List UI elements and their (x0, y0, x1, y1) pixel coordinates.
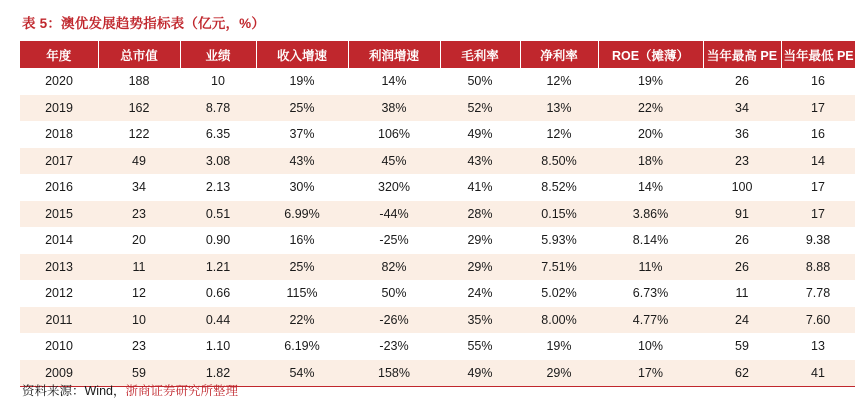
cell-max-pe: 34 (703, 95, 781, 122)
cell-year: 2010 (20, 333, 98, 360)
cell-min-pe: 16 (781, 68, 855, 95)
cell-net-margin: 12% (520, 68, 598, 95)
cell-profit-growth: 158% (348, 360, 440, 387)
cell-min-pe: 17 (781, 174, 855, 201)
cell-max-pe: 100 (703, 174, 781, 201)
cell-max-pe: 24 (703, 307, 781, 334)
cell-market-cap: 162 (98, 95, 180, 122)
source-organization: 浙商证券研究所整理 (125, 384, 238, 398)
trend-indicator-table (20, 41, 855, 387)
cell-net-margin: 8.52% (520, 174, 598, 201)
cell-net-margin: 29% (520, 360, 598, 387)
column-header-profit-growth: 利润增速 (348, 41, 440, 68)
cell-net-margin: 19% (520, 333, 598, 360)
cell-min-pe: 13 (781, 333, 855, 360)
cell-performance: 0.90 (180, 227, 256, 254)
table-row (20, 95, 855, 122)
cell-max-pe: 91 (703, 201, 781, 228)
cell-max-pe: 36 (703, 121, 781, 148)
cell-year: 2012 (20, 280, 98, 307)
cell-performance: 10 (180, 68, 256, 95)
cell-max-pe: 26 (703, 254, 781, 281)
cell-min-pe: 16 (781, 121, 855, 148)
cell-performance: 0.51 (180, 201, 256, 228)
cell-gross-margin: 35% (440, 307, 520, 334)
cell-profit-growth: 45% (348, 148, 440, 175)
cell-gross-margin: 24% (440, 280, 520, 307)
cell-roe: 14% (598, 174, 703, 201)
table-row (20, 333, 855, 360)
cell-revenue-growth: 115% (256, 280, 348, 307)
cell-net-margin: 8.50% (520, 148, 598, 175)
column-header-performance: 业绩 (180, 41, 256, 68)
cell-revenue-growth: 16% (256, 227, 348, 254)
cell-max-pe: 59 (703, 333, 781, 360)
cell-performance: 8.78 (180, 95, 256, 122)
table-row (20, 227, 855, 254)
cell-revenue-growth: 6.99% (256, 201, 348, 228)
cell-roe: 8.14% (598, 227, 703, 254)
cell-profit-growth: -25% (348, 227, 440, 254)
cell-min-pe: 41 (781, 360, 855, 387)
cell-market-cap: 10 (98, 307, 180, 334)
cell-performance: 0.66 (180, 280, 256, 307)
cell-min-pe: 17 (781, 201, 855, 228)
table-row (20, 280, 855, 307)
cell-market-cap: 188 (98, 68, 180, 95)
cell-profit-growth: 320% (348, 174, 440, 201)
table-row (20, 254, 855, 281)
column-header-revenue-growth: 收入增速 (256, 41, 348, 68)
cell-performance: 2.13 (180, 174, 256, 201)
cell-market-cap: 59 (98, 360, 180, 387)
cell-year: 2019 (20, 95, 98, 122)
cell-roe: 11% (598, 254, 703, 281)
column-header-min-pe: 当年最低 PE (781, 41, 855, 68)
cell-performance: 1.21 (180, 254, 256, 281)
table-header-row (20, 41, 855, 68)
source-note (22, 381, 238, 399)
cell-roe: 18% (598, 148, 703, 175)
cell-profit-growth: 50% (348, 280, 440, 307)
cell-net-margin: 7.51% (520, 254, 598, 281)
cell-roe: 17% (598, 360, 703, 387)
cell-market-cap: 11 (98, 254, 180, 281)
cell-year: 2014 (20, 227, 98, 254)
cell-gross-margin: 28% (440, 201, 520, 228)
cell-revenue-growth: 25% (256, 254, 348, 281)
cell-year: 2011 (20, 307, 98, 334)
cell-net-margin: 13% (520, 95, 598, 122)
cell-revenue-growth: 22% (256, 307, 348, 334)
cell-performance: 1.82 (180, 360, 256, 387)
cell-profit-growth: 82% (348, 254, 440, 281)
cell-min-pe: 14 (781, 148, 855, 175)
table-caption: 表 5：澳优发展趋势指标表（亿元，%） (22, 16, 266, 31)
cell-min-pe: 9.38 (781, 227, 855, 254)
cell-gross-margin: 55% (440, 333, 520, 360)
cell-market-cap: 34 (98, 174, 180, 201)
cell-gross-margin: 41% (440, 174, 520, 201)
cell-roe: 22% (598, 95, 703, 122)
cell-profit-growth: -44% (348, 201, 440, 228)
cell-net-margin: 5.02% (520, 280, 598, 307)
cell-min-pe: 7.78 (781, 280, 855, 307)
cell-year: 2017 (20, 148, 98, 175)
cell-net-margin: 8.00% (520, 307, 598, 334)
cell-gross-margin: 29% (440, 254, 520, 281)
table-row (20, 307, 855, 334)
cell-gross-margin: 43% (440, 148, 520, 175)
cell-roe: 6.73% (598, 280, 703, 307)
cell-revenue-growth: 6.19% (256, 333, 348, 360)
column-header-net-margin: 净利率 (520, 41, 598, 68)
cell-profit-growth: 38% (348, 95, 440, 122)
cell-performance: 1.10 (180, 333, 256, 360)
column-header-roe: ROE（摊薄） (598, 41, 703, 68)
cell-revenue-growth: 54% (256, 360, 348, 387)
cell-market-cap: 23 (98, 201, 180, 228)
cell-profit-growth: 14% (348, 68, 440, 95)
cell-gross-margin: 49% (440, 360, 520, 387)
cell-max-pe: 26 (703, 227, 781, 254)
cell-min-pe: 17 (781, 95, 855, 122)
column-header-year: 年度 (20, 41, 98, 68)
cell-roe: 3.86% (598, 201, 703, 228)
cell-year: 2013 (20, 254, 98, 281)
cell-max-pe: 26 (703, 68, 781, 95)
cell-profit-growth: -23% (348, 333, 440, 360)
cell-year: 2009 (20, 360, 98, 387)
cell-year: 2020 (20, 68, 98, 95)
cell-performance: 3.08 (180, 148, 256, 175)
table-body (20, 68, 855, 387)
cell-min-pe: 7.60 (781, 307, 855, 334)
cell-min-pe: 8.88 (781, 254, 855, 281)
table-row (20, 201, 855, 228)
cell-roe: 4.77% (598, 307, 703, 334)
cell-market-cap: 49 (98, 148, 180, 175)
column-header-market-cap: 总市值 (98, 41, 180, 68)
cell-profit-growth: 106% (348, 121, 440, 148)
table-row (20, 174, 855, 201)
cell-net-margin: 12% (520, 121, 598, 148)
cell-market-cap: 20 (98, 227, 180, 254)
cell-net-margin: 5.93% (520, 227, 598, 254)
cell-revenue-growth: 30% (256, 174, 348, 201)
table-row (20, 68, 855, 95)
cell-max-pe: 11 (703, 280, 781, 307)
table-row (20, 148, 855, 175)
cell-gross-margin: 49% (440, 121, 520, 148)
cell-max-pe: 62 (703, 360, 781, 387)
column-header-gross-margin: 毛利率 (440, 41, 520, 68)
cell-year: 2016 (20, 174, 98, 201)
cell-market-cap: 122 (98, 121, 180, 148)
cell-performance: 6.35 (180, 121, 256, 148)
cell-year: 2015 (20, 201, 98, 228)
cell-revenue-growth: 19% (256, 68, 348, 95)
cell-revenue-growth: 43% (256, 148, 348, 175)
cell-year: 2018 (20, 121, 98, 148)
cell-roe: 20% (598, 121, 703, 148)
cell-gross-margin: 29% (440, 227, 520, 254)
cell-market-cap: 12 (98, 280, 180, 307)
cell-roe: 10% (598, 333, 703, 360)
cell-gross-margin: 50% (440, 68, 520, 95)
cell-profit-growth: -26% (348, 307, 440, 334)
cell-net-margin: 0.15% (520, 201, 598, 228)
table-header (20, 41, 855, 68)
cell-market-cap: 23 (98, 333, 180, 360)
table-row (20, 121, 855, 148)
cell-performance: 0.44 (180, 307, 256, 334)
source-label: 资料来源：Wind， (22, 384, 126, 398)
column-header-max-pe: 当年最高 PE (703, 41, 781, 68)
cell-gross-margin: 52% (440, 95, 520, 122)
cell-max-pe: 23 (703, 148, 781, 175)
cell-revenue-growth: 25% (256, 95, 348, 122)
cell-roe: 19% (598, 68, 703, 95)
cell-revenue-growth: 37% (256, 121, 348, 148)
